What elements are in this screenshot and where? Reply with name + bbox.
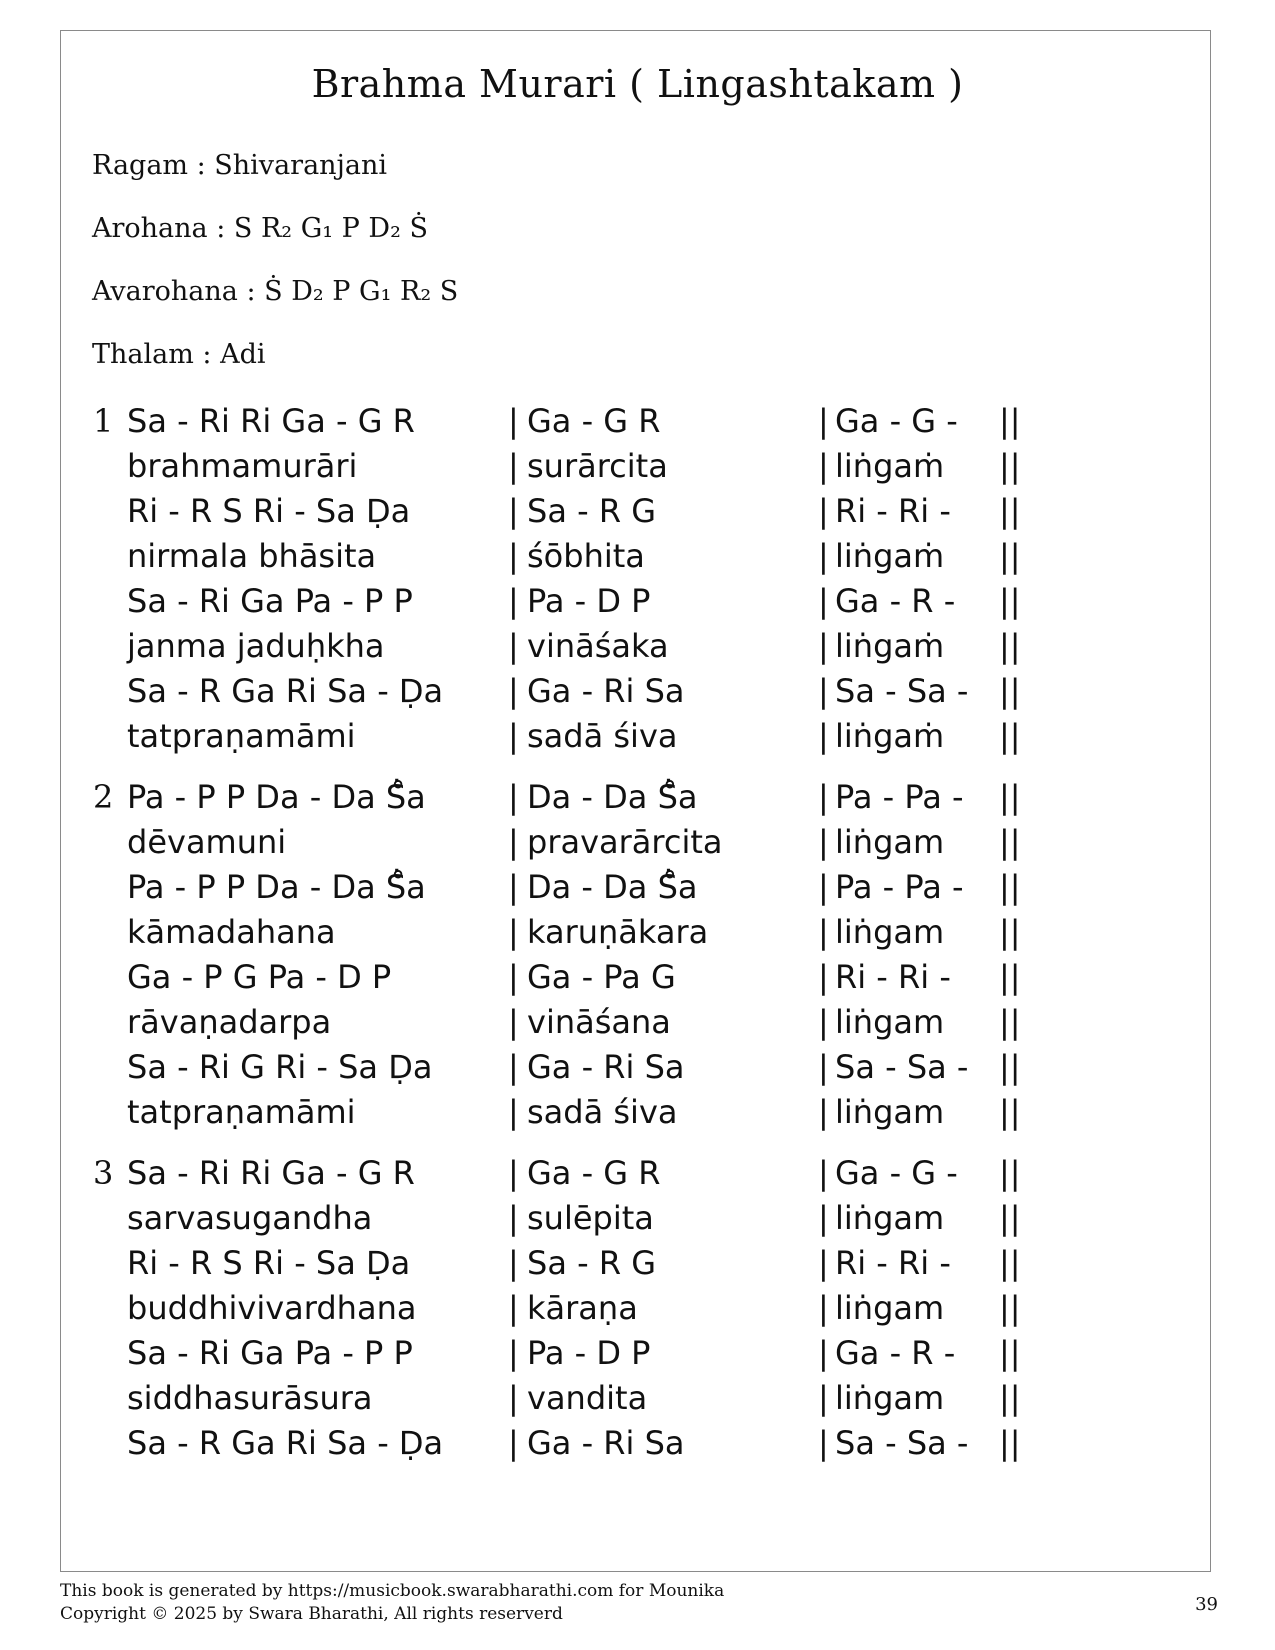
- swara-line: [0, 958, 1275, 1005]
- end-bar: ||: [999, 672, 1021, 710]
- swara-line: [0, 1154, 1275, 1201]
- bar-separator: |: [818, 447, 829, 485]
- song-title: Brahma Murari ( Lingashtakam ): [311, 62, 964, 106]
- ragam-text: Ragam : Shivaranjani: [92, 150, 388, 181]
- line-segment-1: sarvasugandha: [127, 1199, 373, 1237]
- line-segment-2: surārcita: [527, 447, 668, 485]
- line-segment-3: liṅgaṁ: [835, 537, 945, 575]
- bar-separator: |: [818, 402, 829, 440]
- bar-separator: |: [818, 1048, 829, 1086]
- line-segment-2: Ga - Ri Sa: [527, 672, 685, 710]
- thalam-text: Thalam : Adi: [92, 339, 266, 370]
- line-segment-1: Pa - P P Da - Da Ṡ̊a: [127, 778, 426, 816]
- bar-separator: |: [818, 1154, 829, 1192]
- line-segment-3: liṅgaṁ: [835, 447, 945, 485]
- footer: [60, 1580, 724, 1626]
- end-bar: ||: [999, 717, 1021, 755]
- line-segment-1: Sa - Ri Ga Pa - P P: [127, 582, 413, 620]
- bar-separator: |: [508, 1093, 519, 1131]
- line-segment-3: Ga - G -: [835, 402, 958, 440]
- line-segment-1: dēvamuni: [127, 823, 287, 861]
- line-segment-3: Sa - Sa -: [835, 1424, 969, 1462]
- swara-line: [0, 1244, 1275, 1291]
- swara-line: [0, 492, 1275, 539]
- end-bar: ||: [999, 1048, 1021, 1086]
- line-segment-2: sadā śiva: [527, 717, 678, 755]
- bar-separator: |: [508, 778, 519, 816]
- line-segment-2: Sa - R G: [527, 1244, 657, 1282]
- bar-separator: |: [818, 1244, 829, 1282]
- line-segment-3: Sa - Sa -: [835, 672, 969, 710]
- line-segment-1: Sa - Ri Ri Ga - G R: [127, 402, 415, 440]
- swara-line: [0, 1424, 1275, 1471]
- bar-separator: |: [508, 868, 519, 906]
- end-bar: ||: [999, 402, 1021, 440]
- bar-separator: |: [508, 1334, 519, 1372]
- bar-separator: |: [508, 717, 519, 755]
- end-bar: ||: [999, 868, 1021, 906]
- end-bar: ||: [999, 1244, 1021, 1282]
- footer-copyright-line: Copyright © 2025 by Swara Bharathi, All rights reserverd: [60, 1604, 563, 1624]
- lyric-line: [0, 627, 1275, 674]
- bar-separator: |: [508, 1379, 519, 1417]
- line-segment-1: buddhivivardhana: [127, 1289, 417, 1327]
- footer-generated-line: This book is generated by https://musicbook.swarabharathi.com for Mounika: [60, 1581, 725, 1601]
- line-segment-1: janma jaduḥkha: [127, 627, 385, 665]
- bar-separator: |: [508, 1424, 519, 1462]
- stanza-number: 3: [93, 1154, 114, 1192]
- line-segment-2: karuṇākara: [527, 913, 709, 951]
- bar-separator: |: [818, 913, 829, 951]
- page-number: 39: [1195, 1594, 1218, 1615]
- line-segment-1: Sa - Ri G Ri - Sa Ḍa: [127, 1048, 433, 1086]
- end-bar: ||: [999, 1334, 1021, 1372]
- bar-separator: |: [508, 1003, 519, 1041]
- bar-separator: |: [508, 402, 519, 440]
- line-segment-3: liṅgam: [835, 823, 945, 861]
- avarohana-text: Avarohana : Ṡ D₂ P G₁ R₂ S: [92, 276, 459, 307]
- bar-separator: |: [818, 1289, 829, 1327]
- bar-separator: |: [818, 778, 829, 816]
- line-segment-1: Ri - R S Ri - Sa Ḍa: [127, 1244, 411, 1282]
- bar-separator: |: [508, 1244, 519, 1282]
- line-segment-2: Ga - Ri Sa: [527, 1424, 685, 1462]
- line-segment-3: liṅgaṁ: [835, 627, 945, 665]
- swara-line: [0, 1048, 1275, 1095]
- line-segment-1: Sa - R Ga Ri Sa - Ḍa: [127, 1424, 444, 1462]
- line-segment-2: Da - Da Ṡ̊a: [527, 868, 698, 906]
- line-segment-1: tatpraṇamāmi: [127, 1093, 356, 1131]
- line-segment-3: liṅgam: [835, 1003, 945, 1041]
- bar-separator: |: [508, 492, 519, 530]
- line-segment-3: liṅgam: [835, 913, 945, 951]
- line-segment-3: Ri - Ri -: [835, 958, 951, 996]
- bar-separator: |: [818, 1379, 829, 1417]
- line-segment-1: Sa - Ri Ri Ga - G R: [127, 1154, 415, 1192]
- line-segment-2: śōbhita: [527, 537, 645, 575]
- lyric-line: [0, 1199, 1275, 1246]
- swara-line: [0, 1334, 1275, 1381]
- line-segment-2: Sa - R G: [527, 492, 657, 530]
- lyric-line: [0, 447, 1275, 494]
- bar-separator: |: [818, 958, 829, 996]
- lyric-line: [0, 717, 1275, 764]
- line-segment-3: Sa - Sa -: [835, 1048, 969, 1086]
- line-segment-2: Pa - D P: [527, 582, 651, 620]
- line-segment-2: vandita: [527, 1379, 648, 1417]
- bar-separator: |: [818, 1424, 829, 1462]
- line-segment-1: Sa - Ri Ga Pa - P P: [127, 1334, 413, 1372]
- line-segment-1: Pa - P P Da - Da Ṡ̊a: [127, 868, 426, 906]
- line-segment-1: nirmala bhāsita: [127, 537, 377, 575]
- bar-separator: |: [818, 492, 829, 530]
- line-segment-1: kāmadahana: [127, 913, 336, 951]
- lyric-line: [0, 913, 1275, 960]
- swara-line: [0, 402, 1275, 449]
- line-segment-3: Ri - Ri -: [835, 492, 951, 530]
- bar-separator: |: [818, 1199, 829, 1237]
- line-segment-2: Da - Da Ṡ̊a: [527, 778, 698, 816]
- line-segment-2: Pa - D P: [527, 1334, 651, 1372]
- stanza-number: 1: [93, 402, 114, 440]
- end-bar: ||: [999, 627, 1021, 665]
- stanza-number: 2: [93, 778, 114, 816]
- bar-separator: |: [508, 1048, 519, 1086]
- line-segment-1: Ga - P G Pa - D P: [127, 958, 392, 996]
- line-segment-2: sulēpita: [527, 1199, 654, 1237]
- end-bar: ||: [999, 1093, 1021, 1131]
- bar-separator: |: [818, 627, 829, 665]
- lyric-line: [0, 1289, 1275, 1336]
- line-segment-2: Ga - Pa G: [527, 958, 676, 996]
- bar-separator: |: [818, 1093, 829, 1131]
- line-segment-3: liṅgam: [835, 1289, 945, 1327]
- lyric-line: [0, 823, 1275, 870]
- end-bar: ||: [999, 823, 1021, 861]
- end-bar: ||: [999, 778, 1021, 816]
- end-bar: ||: [999, 1003, 1021, 1041]
- swara-line: [0, 868, 1275, 915]
- arohana-text: Arohana : S R₂ G₁ P D₂ Ṡ: [92, 213, 428, 244]
- bar-separator: |: [508, 823, 519, 861]
- line-segment-3: liṅgam: [835, 1093, 945, 1131]
- bar-separator: |: [508, 913, 519, 951]
- end-bar: ||: [999, 447, 1021, 485]
- line-segment-2: Ga - Ri Sa: [527, 1048, 685, 1086]
- line-segment-1: rāvaṇadarpa: [127, 1003, 332, 1041]
- line-segment-3: Ga - R -: [835, 1334, 956, 1372]
- swara-line: [0, 582, 1275, 629]
- end-bar: ||: [999, 1424, 1021, 1462]
- bar-separator: |: [818, 672, 829, 710]
- line-segment-3: Pa - Pa -: [835, 868, 964, 906]
- bar-separator: |: [508, 1199, 519, 1237]
- line-segment-2: vināśana: [527, 1003, 671, 1041]
- swara-line: [0, 672, 1275, 719]
- bar-separator: |: [818, 537, 829, 575]
- bar-separator: |: [818, 868, 829, 906]
- bar-separator: |: [508, 672, 519, 710]
- line-segment-3: liṅgaṁ: [835, 717, 945, 755]
- line-segment-3: Pa - Pa -: [835, 778, 964, 816]
- lyric-line: [0, 1093, 1275, 1140]
- line-segment-1: tatpraṇamāmi: [127, 717, 356, 755]
- line-segment-2: Ga - G R: [527, 402, 661, 440]
- end-bar: ||: [999, 582, 1021, 620]
- bar-separator: |: [508, 447, 519, 485]
- lyric-line: [0, 1003, 1275, 1050]
- end-bar: ||: [999, 492, 1021, 530]
- line-segment-1: Ri - R S Ri - Sa Ḍa: [127, 492, 411, 530]
- line-segment-2: pravarārcita: [527, 823, 723, 861]
- bar-separator: |: [818, 1334, 829, 1372]
- bar-separator: |: [508, 1154, 519, 1192]
- bar-separator: |: [508, 958, 519, 996]
- bar-separator: |: [818, 582, 829, 620]
- end-bar: ||: [999, 958, 1021, 996]
- line-segment-3: Ga - R -: [835, 582, 956, 620]
- line-segment-1: siddhasurāsura: [127, 1379, 373, 1417]
- end-bar: ||: [999, 1289, 1021, 1327]
- line-segment-2: kāraṇa: [527, 1289, 638, 1327]
- lyric-line: [0, 537, 1275, 584]
- line-segment-3: Ga - G -: [835, 1154, 958, 1192]
- swara-line: [0, 778, 1275, 825]
- bar-separator: |: [508, 537, 519, 575]
- end-bar: ||: [999, 913, 1021, 951]
- end-bar: ||: [999, 1199, 1021, 1237]
- bar-separator: |: [508, 1289, 519, 1327]
- bar-separator: |: [508, 627, 519, 665]
- end-bar: ||: [999, 1379, 1021, 1417]
- line-segment-2: Ga - G R: [527, 1154, 661, 1192]
- end-bar: ||: [999, 537, 1021, 575]
- lyric-line: [0, 1379, 1275, 1426]
- bar-separator: |: [818, 1003, 829, 1041]
- line-segment-2: vināśaka: [527, 627, 669, 665]
- line-segment-2: sadā śiva: [527, 1093, 678, 1131]
- line-segment-3: liṅgam: [835, 1379, 945, 1417]
- line-segment-3: liṅgam: [835, 1199, 945, 1237]
- bar-separator: |: [818, 823, 829, 861]
- bar-separator: |: [508, 582, 519, 620]
- end-bar: ||: [999, 1154, 1021, 1192]
- line-segment-1: Sa - R Ga Ri Sa - Ḍa: [127, 672, 444, 710]
- line-segment-1: brahmamurāri: [127, 447, 358, 485]
- bar-separator: |: [818, 717, 829, 755]
- line-segment-3: Ri - Ri -: [835, 1244, 951, 1282]
